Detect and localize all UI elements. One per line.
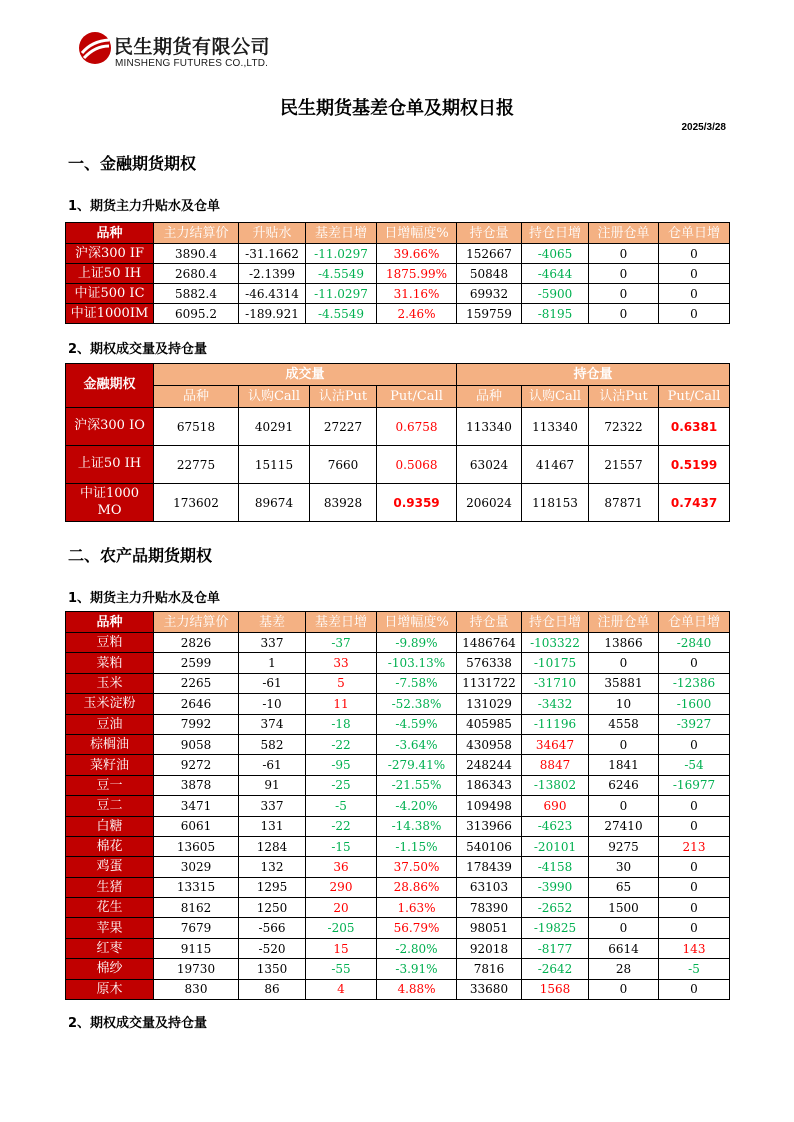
table-cell: -8195 — [522, 304, 589, 324]
subheader-row — [66, 386, 730, 408]
table-cell: 0.9359 — [377, 484, 457, 522]
table-cell: 67518 — [154, 408, 239, 446]
table-cell: -5 — [306, 796, 377, 816]
section1-sub1: 1、期货主力升贴水及仓单 — [68, 199, 221, 214]
column-header: 主力结算价 — [154, 223, 239, 244]
column-header: 主力结算价 — [154, 612, 239, 633]
column-header: 认购Call — [522, 386, 589, 408]
column-header: 持仓量 — [457, 223, 522, 244]
table-row — [66, 857, 730, 877]
row-label: 棉花 — [66, 836, 154, 856]
column-header: 认沽Put — [589, 386, 659, 408]
column-header: 品种 — [66, 223, 154, 244]
table-cell: 0.5199 — [659, 446, 730, 484]
table-cell: -4.20% — [377, 796, 457, 816]
row-label: 中证1000IM — [66, 304, 154, 324]
table-row — [66, 284, 730, 304]
table-cell: -37 — [306, 633, 377, 653]
table-cell: 31.16% — [377, 284, 457, 304]
table-cell: -21.55% — [377, 775, 457, 795]
table-cell: 0.5068 — [377, 446, 457, 484]
table-row — [66, 775, 730, 795]
row-label: 豆粕 — [66, 633, 154, 653]
table-cell: 6061 — [154, 816, 239, 836]
table-cell: 6095.2 — [154, 304, 239, 324]
table-cell: -4644 — [522, 264, 589, 284]
table-cell: -54 — [659, 755, 730, 775]
table-cell: -20101 — [522, 836, 589, 856]
section2-heading: 二、农产品期货期权 — [68, 546, 213, 565]
table-cell: 19730 — [154, 959, 239, 979]
table-cell: -4158 — [522, 857, 589, 877]
table-cell: 405985 — [457, 714, 522, 734]
table-cell: 22775 — [154, 446, 239, 484]
table-cell: 9058 — [154, 734, 239, 754]
table-cell: 1486764 — [457, 633, 522, 653]
table-cell: 3029 — [154, 857, 239, 877]
table-cell: 1500 — [589, 898, 659, 918]
table-cell: 0 — [659, 816, 730, 836]
table-cell: 27227 — [310, 408, 377, 446]
table-cell: 21557 — [589, 446, 659, 484]
table-cell: 13605 — [154, 836, 239, 856]
table-cell: 1350 — [239, 959, 306, 979]
table-cell: 2680.4 — [154, 264, 239, 284]
table-cell: 337 — [239, 633, 306, 653]
table-row — [66, 898, 730, 918]
agri-futures-table — [65, 611, 730, 1000]
table-cell: 0 — [659, 979, 730, 999]
table-cell: 0 — [659, 244, 730, 264]
table-cell: 7679 — [154, 918, 239, 938]
table-cell: 131029 — [457, 694, 522, 714]
table-cell: 1841 — [589, 755, 659, 775]
group-header-row — [66, 364, 730, 386]
table-cell: 9272 — [154, 755, 239, 775]
table-cell: -10175 — [522, 653, 589, 673]
table-cell: 0 — [589, 653, 659, 673]
table-row — [66, 694, 730, 714]
table-cell: -31710 — [522, 673, 589, 693]
table-cell: -15 — [306, 836, 377, 856]
column-header: 品种 — [66, 612, 154, 633]
volume-group-header: 成交量 — [154, 364, 457, 386]
table-cell: -7.58% — [377, 673, 457, 693]
table-cell: 143 — [659, 938, 730, 958]
table-cell: 36 — [306, 857, 377, 877]
table-header-row — [66, 223, 730, 244]
table-cell: 34647 — [522, 734, 589, 754]
table-cell: 430958 — [457, 734, 522, 754]
row-label: 棕榈油 — [66, 734, 154, 754]
table-cell: 0 — [589, 284, 659, 304]
table-cell: 28 — [589, 959, 659, 979]
table-cell: 178439 — [457, 857, 522, 877]
column-header: 注册仓单 — [589, 612, 659, 633]
table-cell: 0 — [659, 284, 730, 304]
column-header: 基差 — [239, 612, 306, 633]
table-cell: 152667 — [457, 244, 522, 264]
row-label: 上证50 IH — [66, 264, 154, 284]
table-row — [66, 816, 730, 836]
table-cell: -2.80% — [377, 938, 457, 958]
table-header-row — [66, 612, 730, 633]
fin-futures-table — [65, 222, 730, 324]
table-row — [66, 484, 730, 522]
table-row — [66, 938, 730, 958]
table-cell: 8847 — [522, 755, 589, 775]
row-label: 豆一 — [66, 775, 154, 795]
row-label: 鸡蛋 — [66, 857, 154, 877]
table-row — [66, 877, 730, 897]
table-cell: 69932 — [457, 284, 522, 304]
table-cell: -9.89% — [377, 633, 457, 653]
table-cell: 10 — [589, 694, 659, 714]
column-header: 日增幅度% — [377, 223, 457, 244]
company-name-cn: 民生期货有限公司 — [114, 36, 271, 58]
table-cell: 13866 — [589, 633, 659, 653]
table-cell: 91 — [239, 775, 306, 795]
table-cell: -4.59% — [377, 714, 457, 734]
table-cell: 15 — [306, 938, 377, 958]
table-cell: 0 — [659, 877, 730, 897]
table-cell: 28.86% — [377, 877, 457, 897]
table-cell: 0 — [659, 857, 730, 877]
column-header: 注册仓单 — [589, 223, 659, 244]
table-cell: 0 — [589, 264, 659, 284]
table-cell: 8162 — [154, 898, 239, 918]
column-header: 持仓量 — [457, 612, 522, 633]
table-cell: 63103 — [457, 877, 522, 897]
table-cell: 7660 — [310, 446, 377, 484]
table-cell: 2826 — [154, 633, 239, 653]
table-cell: -61 — [239, 755, 306, 775]
table-cell: 290 — [306, 877, 377, 897]
table-cell: 1250 — [239, 898, 306, 918]
table-cell: -52.38% — [377, 694, 457, 714]
table-cell: 1295 — [239, 877, 306, 897]
column-header: 品种 — [457, 386, 522, 408]
table-cell: -4.5549 — [306, 304, 377, 324]
table-cell: -566 — [239, 918, 306, 938]
company-logo — [78, 31, 308, 73]
table-cell: -2840 — [659, 633, 730, 653]
table-cell: 1.63% — [377, 898, 457, 918]
table-cell: 78390 — [457, 898, 522, 918]
table-cell: 13315 — [154, 877, 239, 897]
table-cell: 0 — [589, 304, 659, 324]
row-label: 沪深300 IF — [66, 244, 154, 264]
table-cell: 0.6758 — [377, 408, 457, 446]
table-cell: -25 — [306, 775, 377, 795]
table-cell: 33680 — [457, 979, 522, 999]
table-cell: -4623 — [522, 816, 589, 836]
open-interest-group-header: 持仓量 — [457, 364, 730, 386]
table-cell: -3.91% — [377, 959, 457, 979]
table-cell: 186343 — [457, 775, 522, 795]
table-cell: -2642 — [522, 959, 589, 979]
table-cell: -19825 — [522, 918, 589, 938]
table-cell: -12386 — [659, 673, 730, 693]
table-cell: 540106 — [457, 836, 522, 856]
table-cell: 2646 — [154, 694, 239, 714]
table-row — [66, 836, 730, 856]
table-cell: 6614 — [589, 938, 659, 958]
row-label: 菜籽油 — [66, 755, 154, 775]
row-label: 棉纱 — [66, 959, 154, 979]
column-header: 基差日增 — [306, 612, 377, 633]
table-cell: 4.88% — [377, 979, 457, 999]
table-cell: 374 — [239, 714, 306, 734]
table-cell: 63024 — [457, 446, 522, 484]
table-cell: 0 — [589, 244, 659, 264]
table-cell: 337 — [239, 796, 306, 816]
table-cell: -10 — [239, 694, 306, 714]
row-label: 上证50 IH — [66, 446, 154, 484]
table-cell: 5882.4 — [154, 284, 239, 304]
table-cell: -11196 — [522, 714, 589, 734]
table-cell: 1875.99% — [377, 264, 457, 284]
table-cell: 1568 — [522, 979, 589, 999]
table-cell: 3890.4 — [154, 244, 239, 264]
table-cell: 0 — [659, 796, 730, 816]
table-cell: 83928 — [310, 484, 377, 522]
table-cell: 6246 — [589, 775, 659, 795]
row-label: 豆二 — [66, 796, 154, 816]
table-cell: -2.1399 — [239, 264, 306, 284]
table-cell: 690 — [522, 796, 589, 816]
table-cell: 2.46% — [377, 304, 457, 324]
table-cell: -55 — [306, 959, 377, 979]
table-row — [66, 796, 730, 816]
table-cell: 50848 — [457, 264, 522, 284]
table-cell: 89674 — [239, 484, 310, 522]
table-cell: 65 — [589, 877, 659, 897]
row-label: 白糖 — [66, 816, 154, 836]
table-row — [66, 979, 730, 999]
table-row — [66, 446, 730, 484]
table-cell: 113340 — [457, 408, 522, 446]
row-label: 原木 — [66, 979, 154, 999]
table-cell: -3432 — [522, 694, 589, 714]
table-cell: 30 — [589, 857, 659, 877]
table-row — [66, 959, 730, 979]
fin-options-table — [65, 363, 730, 522]
table-cell: 0 — [659, 304, 730, 324]
table-cell: 576338 — [457, 653, 522, 673]
options-table-label: 金融期权 — [66, 364, 154, 408]
row-label: 豆油 — [66, 714, 154, 734]
table-cell: -205 — [306, 918, 377, 938]
table-cell: 1 — [239, 653, 306, 673]
table-cell: 35881 — [589, 673, 659, 693]
table-cell: 132 — [239, 857, 306, 877]
table-cell: 5 — [306, 673, 377, 693]
company-name-en: MINSHENG FUTURES CO.,LTD. — [115, 58, 269, 69]
table-cell: 86 — [239, 979, 306, 999]
table-row — [66, 714, 730, 734]
table-cell: -8177 — [522, 938, 589, 958]
column-header: 认沽Put — [310, 386, 377, 408]
table-cell: 40291 — [239, 408, 310, 446]
table-cell: -22 — [306, 816, 377, 836]
table-cell: 0.7437 — [659, 484, 730, 522]
table-cell: 20 — [306, 898, 377, 918]
table-cell: 582 — [239, 734, 306, 754]
table-cell: 7992 — [154, 714, 239, 734]
column-header: 升贴水 — [239, 223, 306, 244]
table-cell: 173602 — [154, 484, 239, 522]
table-cell: 11 — [306, 694, 377, 714]
row-label: 苹果 — [66, 918, 154, 938]
column-header: 仓单日增 — [659, 612, 730, 633]
table-cell: -2652 — [522, 898, 589, 918]
table-cell: 0 — [659, 898, 730, 918]
table-cell: 830 — [154, 979, 239, 999]
table-cell: -3990 — [522, 877, 589, 897]
table-cell: 248244 — [457, 755, 522, 775]
column-header: 持仓日增 — [522, 612, 589, 633]
table-cell: -61 — [239, 673, 306, 693]
table-cell: 72322 — [589, 408, 659, 446]
table-row — [66, 633, 730, 653]
section1-sub2: 2、期权成交量及持仓量 — [68, 342, 208, 357]
row-label: 中证500 IC — [66, 284, 154, 304]
section1-heading: 一、金融期货期权 — [68, 154, 197, 173]
row-label: 中证1000 MO — [66, 484, 154, 522]
table-cell: -16977 — [659, 775, 730, 795]
table-cell: 0 — [589, 979, 659, 999]
minsheng-logo-icon — [78, 31, 112, 65]
table-cell: 15115 — [239, 446, 310, 484]
table-cell: 2599 — [154, 653, 239, 673]
table-cell: -520 — [239, 938, 306, 958]
table-cell: -46.4314 — [239, 284, 306, 304]
table-cell: -3927 — [659, 714, 730, 734]
table-cell: 1131722 — [457, 673, 522, 693]
table-cell: 9275 — [589, 836, 659, 856]
table-cell: 3471 — [154, 796, 239, 816]
table-row — [66, 653, 730, 673]
table-cell: 206024 — [457, 484, 522, 522]
table-cell: -11.0297 — [306, 244, 377, 264]
table-cell: 2265 — [154, 673, 239, 693]
table-row — [66, 244, 730, 264]
row-label: 花生 — [66, 898, 154, 918]
report-date: 2025/3/28 — [681, 122, 726, 133]
table-cell: 33 — [306, 653, 377, 673]
row-label: 沪深300 IO — [66, 408, 154, 446]
table-cell: -5900 — [522, 284, 589, 304]
table-row — [66, 304, 730, 324]
table-cell: 0 — [589, 734, 659, 754]
column-header: 持仓日增 — [522, 223, 589, 244]
table-row — [66, 264, 730, 284]
table-cell: -14.38% — [377, 816, 457, 836]
column-header: Put/Call — [659, 386, 730, 408]
table-cell: 56.79% — [377, 918, 457, 938]
report-title: 民生期货基差仓单及期权日报 — [280, 98, 514, 119]
table-cell: -31.1662 — [239, 244, 306, 264]
table-cell: -1.15% — [377, 836, 457, 856]
column-header: 品种 — [154, 386, 239, 408]
section2-sub2: 2、期权成交量及持仓量 — [68, 1016, 208, 1031]
table-cell: 27410 — [589, 816, 659, 836]
row-label: 玉米 — [66, 673, 154, 693]
table-cell: -4.5549 — [306, 264, 377, 284]
table-cell: 37.50% — [377, 857, 457, 877]
table-cell: -95 — [306, 755, 377, 775]
table-cell: -1600 — [659, 694, 730, 714]
table-cell: -103322 — [522, 633, 589, 653]
table-row — [66, 918, 730, 938]
table-cell: 213 — [659, 836, 730, 856]
table-row — [66, 408, 730, 446]
table-cell: 98051 — [457, 918, 522, 938]
column-header: 基差日增 — [306, 223, 377, 244]
table-cell: 9115 — [154, 938, 239, 958]
column-header: 仓单日增 — [659, 223, 730, 244]
table-cell: 0 — [659, 918, 730, 938]
table-row — [66, 673, 730, 693]
table-cell: 92018 — [457, 938, 522, 958]
table-cell: -3.64% — [377, 734, 457, 754]
table-cell: 0 — [659, 653, 730, 673]
table-cell: -5 — [659, 959, 730, 979]
table-cell: 7816 — [457, 959, 522, 979]
table-cell: -13802 — [522, 775, 589, 795]
table-cell: 4 — [306, 979, 377, 999]
table-cell: 4558 — [589, 714, 659, 734]
table-cell: 159759 — [457, 304, 522, 324]
table-cell: 118153 — [522, 484, 589, 522]
table-cell: 0 — [659, 264, 730, 284]
row-label: 菜粕 — [66, 653, 154, 673]
table-cell: -103.13% — [377, 653, 457, 673]
table-cell: -18 — [306, 714, 377, 734]
table-cell: -22 — [306, 734, 377, 754]
table-cell: 131 — [239, 816, 306, 836]
table-cell: -189.921 — [239, 304, 306, 324]
table-cell: 41467 — [522, 446, 589, 484]
column-header: 日增幅度% — [377, 612, 457, 633]
table-cell: -4065 — [522, 244, 589, 264]
table-cell: 3878 — [154, 775, 239, 795]
row-label: 红枣 — [66, 938, 154, 958]
table-cell: -279.41% — [377, 755, 457, 775]
row-label: 玉米淀粉 — [66, 694, 154, 714]
table-row — [66, 734, 730, 754]
table-cell: 113340 — [522, 408, 589, 446]
table-cell: -11.0297 — [306, 284, 377, 304]
table-cell: 0 — [589, 918, 659, 938]
table-cell: 87871 — [589, 484, 659, 522]
table-row — [66, 755, 730, 775]
table-cell: 0.6381 — [659, 408, 730, 446]
column-header: 认购Call — [239, 386, 310, 408]
row-label: 生猪 — [66, 877, 154, 897]
table-cell: 313966 — [457, 816, 522, 836]
section2-sub1: 1、期货主力升贴水及仓单 — [68, 591, 221, 606]
table-cell: 39.66% — [377, 244, 457, 264]
table-cell: 109498 — [457, 796, 522, 816]
table-cell: 0 — [589, 796, 659, 816]
table-cell: 0 — [659, 734, 730, 754]
table-cell: 1284 — [239, 836, 306, 856]
column-header: Put/Call — [377, 386, 457, 408]
